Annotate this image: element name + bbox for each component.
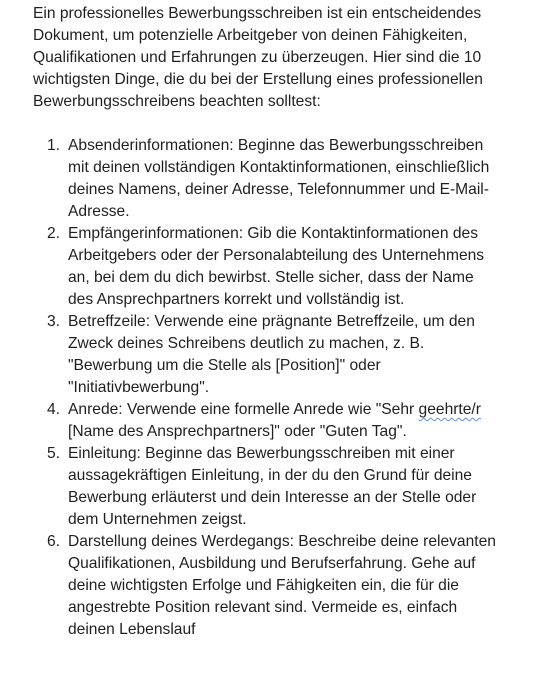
list-item-text-before: Anrede: Verwende eine formelle Anrede wie "Sehr [68, 401, 419, 418]
list-item [33, 223, 503, 311]
intro-paragraph: Ein professionelles Bewerbungsschreiben ist ein entscheidendes Dokument, um potenzielle Arbeitgeber von deinen Fähigkeiten, Qualifikationen und Erfahrungen zu überzeugen. Hier sind die 10 wichtigsten Dinge, die du bei der Erstellung eines professionellen Bewerbungsschreibens beachten solltest: [33, 5, 483, 110]
list-item-number: 5. [47, 445, 61, 462]
list-item-text: Einleitung: Beginne das Bewerbungsschreiben mit einer aussagekräftigen Einleitung, in der du den Grund für deine Bewerbung erläuterst und dein Interesse an der Stelle oder dem Unternehmen zeigst. [68, 445, 477, 528]
list-item-number: 1. [47, 137, 61, 154]
list-item-number: 2. [47, 225, 61, 242]
list-item-number: 3. [47, 313, 61, 330]
list-item-text: Betreffzeile: Verwende eine prägnante Betreffzeile, um den Zweck deines Schreibens deutlich zu machen, z. B. "Bewerbung um die Stelle als [Position]" oder "Initiativbewerbung". [68, 313, 475, 396]
list-item [33, 399, 503, 443]
tips-list [33, 135, 503, 641]
list-item [33, 135, 503, 223]
list-item [33, 443, 503, 531]
list-item [33, 311, 503, 399]
list-item-text: Empfängerinformationen: Gib die Kontaktinformationen des Arbeitgebers oder der Personalabteilung des Unternehmens an, bei dem du dich bewirbst. Stelle sicher, dass der Name des Ansprechpartners korrekt und vollständig ist. [68, 225, 485, 308]
list-item [33, 531, 503, 641]
document-body [33, 3, 503, 641]
list-item-text: Absenderinformationen: Beginne das Bewerbungsschreiben mit deinen vollständigen Kontaktinformationen, einschließlich deines Namens, deiner Adresse, Telefonnummer und E-Mail-Adresse. [68, 137, 490, 220]
list-item-text: Darstellung deines Werdegangs: Beschreibe deine relevanten Qualifikationen, Ausbildung und Berufserfahrung. Gehe auf deine wichtigsten Erfolge und Fähigkeiten ein, die für die angestrebte Position relevant sind. Vermeide es, einfach deinen Lebenslauf [68, 533, 496, 638]
spellcheck-flagged-word[interactable]: geehrte/r [418, 401, 481, 418]
list-item-text-after: [Name des Ansprechpartners]" oder "Guten Tag". [68, 423, 407, 440]
list-item-number: 6. [47, 533, 61, 550]
list-item-number: 4. [47, 401, 61, 418]
